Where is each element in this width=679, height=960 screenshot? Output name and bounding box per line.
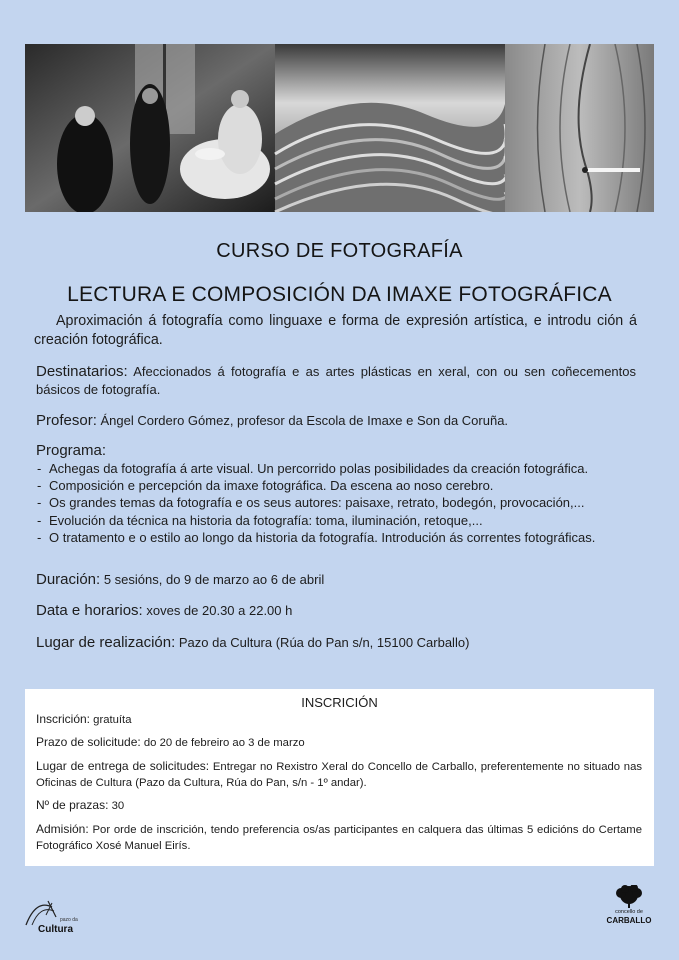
lugar-label: Lugar de realización: bbox=[36, 634, 176, 651]
horarios-text: xoves de 20.30 a 22.00 h bbox=[146, 603, 293, 618]
concello-carballo-logo bbox=[603, 885, 655, 930]
landscape-photo bbox=[275, 44, 511, 212]
intro-text: Aproximación á fotografía como linguaxe e forma de expresión artística, e introdu ción á creación fotográfica. bbox=[34, 313, 637, 348]
lugar-section bbox=[36, 634, 636, 652]
prazas-row bbox=[36, 797, 642, 814]
header-photo-banner bbox=[25, 44, 654, 212]
inscricion-heading: INSCRICIÓN bbox=[301, 695, 378, 710]
tree-icon bbox=[603, 885, 655, 909]
destinatarios-text: Afeccionados á fotografía e as artes plásticas en xeral, con ou sen coñecementos básicos de fotografía. bbox=[36, 364, 636, 397]
pazo-da-cultura-logo bbox=[22, 897, 92, 937]
profesor-text: Ángel Cordero Gómez, profesor da Escola de Imaxe e Son da Coruña. bbox=[100, 413, 509, 428]
course-intro bbox=[34, 312, 637, 350]
banner-photos bbox=[25, 44, 654, 212]
inscricion-label: Inscrición: bbox=[36, 712, 91, 726]
admision-row bbox=[36, 821, 642, 854]
lugar-entrega-row bbox=[36, 758, 642, 791]
pazo-logo-small: pazo da bbox=[60, 917, 78, 923]
programa-item-text: O tratamento e o estilo ao longo da historia da fotografía. Introdución ás correntes fotográficas. bbox=[49, 529, 596, 545]
lugar-text: Pazo da Cultura (Rúa do Pan s/n, 15100 Carballo) bbox=[178, 635, 470, 650]
prazo-label: Prazo de solicitude: bbox=[36, 735, 141, 749]
prazas-text: 30 bbox=[111, 800, 125, 812]
duracion-section bbox=[36, 571, 636, 589]
horarios-section bbox=[36, 602, 636, 620]
admision-label: Admisión: bbox=[36, 822, 89, 836]
list-item: - Evolución da técnica na historia da fotografía: toma, iluminación, retoque,... bbox=[37, 512, 483, 528]
victorian-photo bbox=[25, 44, 275, 212]
pazo-logo-icon bbox=[22, 897, 62, 927]
wood-photo bbox=[505, 44, 654, 212]
profesor-section bbox=[36, 412, 636, 430]
prazas-label: Nº de prazas: bbox=[36, 798, 109, 812]
destinatarios-label: Destinatarios: bbox=[36, 363, 128, 380]
programa-item-text: Composición e percepción da imaxe fotográfica. Da escena ao noso cerebro. bbox=[49, 478, 494, 494]
horarios-label: Data e horarios: bbox=[36, 602, 143, 619]
list-item: - Composición e percepción da imaxe fotográfica. Da escena ao noso cerebro. bbox=[37, 478, 494, 494]
inscricion-box bbox=[25, 689, 654, 866]
programa-section bbox=[36, 442, 636, 546]
prazo-text: do 20 de febreiro ao 3 de marzo bbox=[143, 737, 305, 749]
admision-text: Por orde de inscrición, tendo preferencia os/as participantes en calquera das últimas 5 edicións do Certame Fotográfico Xosé Manuel Eirís. bbox=[36, 824, 642, 852]
duracion-text: 5 sesións, do 9 de marzo ao 6 de abril bbox=[103, 572, 325, 587]
duracion-label: Duración: bbox=[36, 571, 101, 588]
inscricion-row bbox=[36, 711, 642, 728]
programa-list bbox=[36, 460, 636, 546]
list-item: - Achegas da fotografía á arte visual. Un percorrido polas posibilidades da creación fotográfica. bbox=[37, 461, 589, 476]
list-item: - O tratamento e o estilo ao longo da historia da fotografía. Introdución ás correntes fotográficas. bbox=[37, 529, 596, 545]
programa-item-text: Evolución da técnica na historia da fotografía: toma, iluminación, retoque,... bbox=[49, 512, 483, 528]
programa-item-text: Os grandes temas da fotografía e os seus autores: paisaxe, retrato, bodegón, provocación,... bbox=[49, 495, 585, 511]
concello-logo-name: CARBALLO bbox=[606, 916, 652, 925]
course-subtitle: LECTURA E COMPOSICIÓN DA IMAXE FOTOGRÁFICA bbox=[67, 283, 612, 306]
course-title: CURSO DE FOTOGRAFÍA bbox=[216, 240, 463, 262]
lugar-entrega-label: Lugar de entrega de solicitudes: bbox=[36, 759, 210, 773]
destinatarios-section bbox=[36, 363, 636, 399]
inscricion-text: gratuíta bbox=[93, 714, 132, 726]
profesor-label: Profesor: bbox=[36, 412, 97, 429]
pazo-logo-name: Cultura bbox=[38, 924, 73, 935]
prazo-row bbox=[36, 734, 642, 751]
programa-label: Programa: bbox=[36, 442, 107, 459]
programa-item-text: Achegas da fotografía á arte visual. Un percorrido polas posibilidades da creación fotográfica. bbox=[49, 461, 589, 476]
lugar-entrega-text: Entregar no Rexistro Xeral do Concello de Carballo, preferentemente no situado nas Oficinas de Cultura (Pazo da Cultura, Rúa do Pan, s/n - 1º andar). bbox=[36, 761, 643, 789]
concello-logo-small: concello de bbox=[615, 909, 643, 915]
list-item: - Os grandes temas da fotografía e os seus autores: paisaxe, retrato, bodegón, provocación,... bbox=[37, 495, 585, 511]
